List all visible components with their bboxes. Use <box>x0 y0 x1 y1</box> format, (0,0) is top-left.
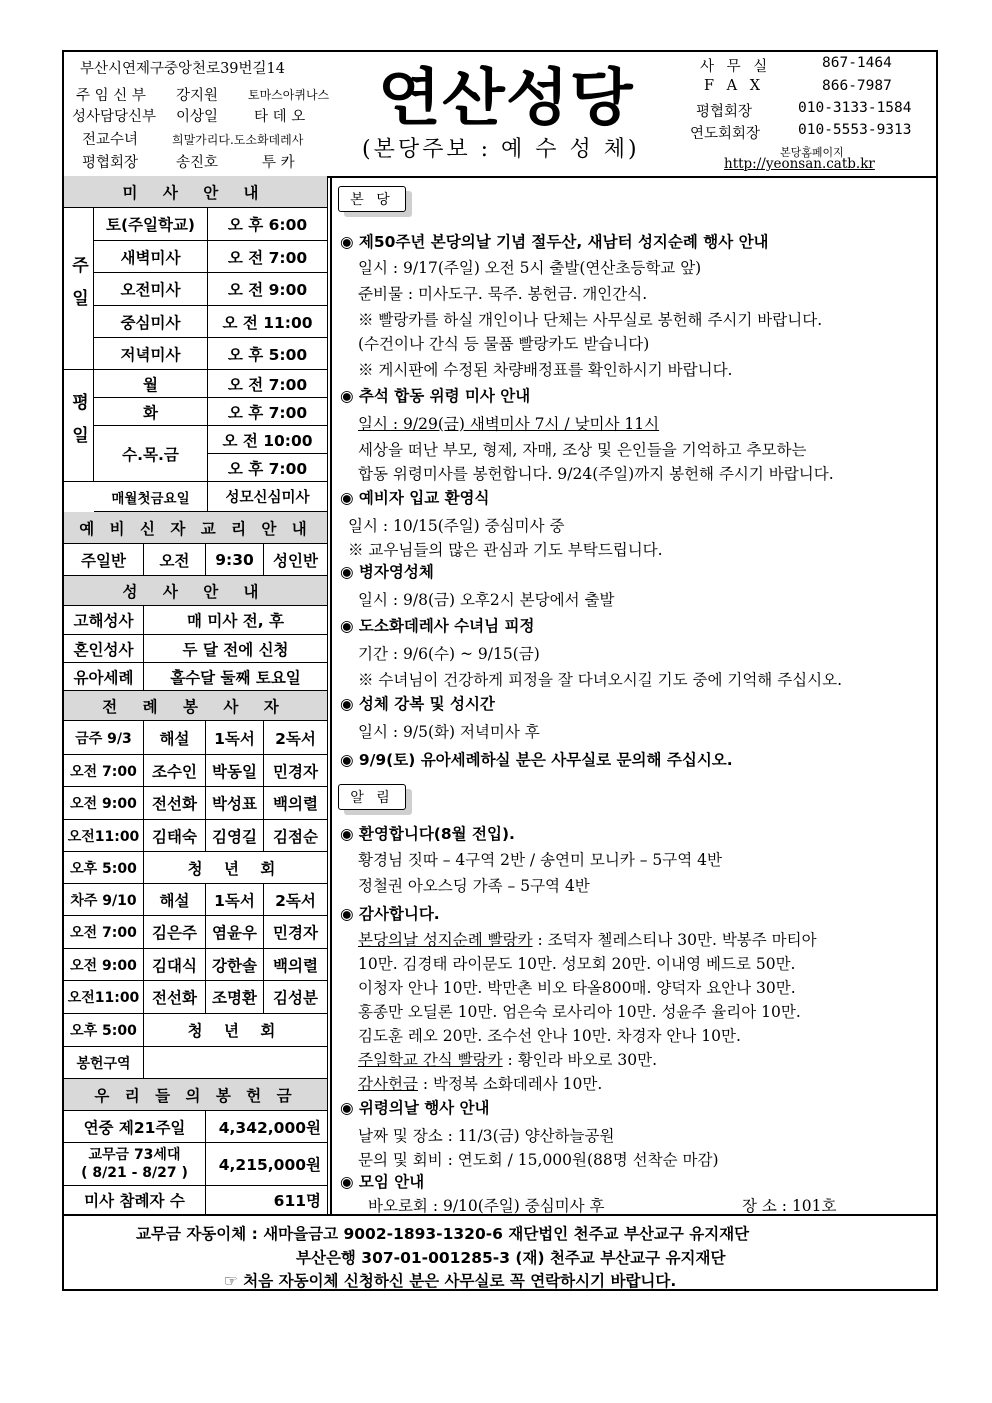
section-line: ※ 빨랑카를 하실 개인이나 단체는 사무실로 봉헌해 주시기 바랍니다. <box>358 311 823 329</box>
parish-tag: 본 당 <box>338 186 406 212</box>
bulletin-page <box>62 50 938 1291</box>
liturgy-server: 김태숙 <box>144 820 206 852</box>
section-line: 합동 위령미사를 봉헌합니다. 9/24(주일)까지 봉헌해 주시기 바랍니다. <box>358 465 834 483</box>
liturgy-server: 박성표 <box>206 787 264 820</box>
page-subtitle: (본당주보 : 예 수 성 체) <box>362 137 640 162</box>
liturgy-heading: 전 례 봉 사 자 <box>64 691 328 721</box>
liturgy-youth: 청 년 회 <box>144 852 328 884</box>
thanks-label: 감사헌금 <box>358 1075 418 1093</box>
liturgy-server: 전선화 <box>144 787 206 820</box>
sacrament-value: 두 달 전에 신청 <box>144 635 328 663</box>
mass-time: 오 후 5:00 <box>208 338 328 370</box>
liturgy-time: 오전 7:00 <box>64 755 144 787</box>
staff-name-4: 송진호 <box>176 155 219 171</box>
address: 부산시연제구중앙천로39번길14 <box>80 61 285 77</box>
mass-name: 수.목.금 <box>94 426 208 482</box>
meeting-line: 바오로회 : 9/10(주일) 중심미사 후 <box>368 1197 605 1215</box>
sacrament-value: 홀수달 둘째 토요일 <box>144 663 328 691</box>
liturgy-col: 2독서 <box>264 884 328 916</box>
staff-role-1: 주 임 신 부 <box>76 88 146 104</box>
offerings-heading: 우 리 들 의 봉 헌 금 <box>64 1079 328 1111</box>
liturgy-time: 오전 9:00 <box>64 949 144 981</box>
contact-value-2: 866-7987 <box>822 78 892 94</box>
section-title: ◉ 예비자 입교 환영식 <box>340 489 490 507</box>
welcome-title: ◉ 환영합니다(8월 전입). <box>340 825 515 843</box>
left-column <box>64 176 332 1214</box>
offering-label: 교무금 73세대 ( 8/21 - 8/27 ) <box>64 1143 206 1186</box>
mass-time: 오 후 7:00 <box>208 454 328 482</box>
mass-name: 오전미사 <box>94 273 208 306</box>
thanks-line: 10만. 김경태 라이문도 10만. 성모회 20만. 이내영 베드로 50만. <box>358 955 796 973</box>
mass-name: 매월첫금요일 <box>94 482 208 512</box>
contact-value-4: 010-5553-9313 <box>798 122 912 138</box>
footer <box>64 1214 936 1291</box>
right-column <box>330 176 936 1214</box>
thanks-line: 이청자 안나 10만. 박만촌 비오 타올800매. 양덕자 요안나 30만. <box>358 979 796 997</box>
mass-time: 오 전 9:00 <box>208 273 328 306</box>
liturgy-server: 김은주 <box>144 916 206 949</box>
liturgy-time: 오후 5:00 <box>64 1014 144 1047</box>
liturgy-week-label: 금주 9/3 <box>64 721 144 755</box>
mass-name: 새벽미사 <box>94 241 208 273</box>
welcome-line: 정철권 아오스딩 가족 – 5구역 4반 <box>358 877 590 895</box>
contact-label-2: F A X <box>704 78 765 94</box>
liturgy-server: 조명환 <box>206 981 264 1014</box>
section-line: 일시 : 9/5(화) 저녁미사 후 <box>358 723 540 741</box>
section-line: 일시 : 9/29(금) 새벽미사 7시 / 낮미사 11시 <box>358 415 660 433</box>
mass-name: 저녁미사 <box>94 338 208 370</box>
offering-value: 4,342,000원 <box>206 1111 328 1143</box>
section-line: 준비물 : 미사도구. 묵주. 봉헌금. 개인간식. <box>358 285 648 303</box>
offering-value: 4,215,000원 <box>206 1143 328 1186</box>
liturgy-server: 민경자 <box>264 755 328 787</box>
section-line: (수건이나 간식 등 물품 빨랑카도 받습니다) <box>358 335 650 353</box>
staff-baptismal-2: 타 데 오 <box>254 109 306 125</box>
mass-time: 오 전 11:00 <box>208 306 328 338</box>
liturgy-server: 김대식 <box>144 949 206 981</box>
contact-label-4: 연도회회장 <box>690 126 761 142</box>
meeting-title: ◉ 모임 안내 <box>340 1173 425 1191</box>
liturgy-server: 염윤우 <box>206 916 264 949</box>
liturgy-server: 김영길 <box>206 820 264 852</box>
weekday-label-text: 평일 <box>68 392 88 459</box>
staff-baptismal-1: 토마스아퀴나스 <box>248 88 330 102</box>
mass-name: 토(주일학교) <box>94 208 208 241</box>
contact-value-1: 867-1464 <box>822 55 892 71</box>
mass-time: 오 후 7:00 <box>208 398 328 426</box>
contact-label-3: 평협회장 <box>696 104 753 120</box>
liturgy-col: 2독서 <box>264 721 328 755</box>
sacrament-name: 고해성사 <box>64 606 144 635</box>
catechumen-cell: 9:30 <box>206 544 264 576</box>
mass-time: 성모신심미사 <box>208 482 328 512</box>
contact-label-1: 사 무 실 <box>700 59 772 75</box>
thanks-text: : 황인라 바오로 30만. <box>502 1051 658 1069</box>
section-line: 일시 : 9/17(주일) 오전 5시 출발(연산초등학교 앞) <box>358 259 702 277</box>
catechumen-heading: 예 비 신 자 교 리 안 내 <box>64 512 328 544</box>
staff-role-3: 전교수녀 <box>82 132 139 148</box>
section-line: ※ 교우님들의 많은 관심과 기도 부탁드립니다. <box>348 541 663 559</box>
staff-name-1: 강지원 <box>176 88 219 104</box>
liturgy-server: 김점순 <box>264 820 328 852</box>
mass-heading: 미 사 안 내 <box>64 176 328 208</box>
section-line: ※ 게시판에 수정된 차량배정표를 확인하시기 바랍니다. <box>358 361 733 379</box>
footer-line-2: 부산은행 307-01-001285-3 (재) 천주교 부산교구 유지재단 <box>296 1249 726 1267</box>
liturgy-time: 오후 5:00 <box>64 852 144 884</box>
liturgy-server: 강한솔 <box>206 949 264 981</box>
welcome-line: 황경님 짓따 – 4구역 2반 / 송연미 모니카 – 5구역 4반 <box>358 851 722 869</box>
section-title: ◉ 병자영성체 <box>340 563 434 581</box>
liturgy-server: 박동일 <box>206 755 264 787</box>
section-title: ◉ 도소화데레사 수녀님 피정 <box>340 617 535 635</box>
memorial-line: 문의 및 회비 : 연도회 / 15,000원(88명 선착순 마감) <box>358 1151 719 1169</box>
liturgy-col: 1독서 <box>206 721 264 755</box>
section-title: ◉ 9/9(토) 유아세례하실 분은 사무실로 문의해 주십시오. <box>340 751 733 769</box>
notice-tag: 알 림 <box>338 784 406 810</box>
thanks-line: 김도훈 레오 20만. 조수선 안나 10만. 차경자 안나 10만. <box>358 1027 741 1045</box>
section-line: ※ 수녀님이 건강하게 피정을 잘 다녀오시길 기도 중에 기억해 주십시오. <box>358 671 843 689</box>
mass-time: 오 전 7:00 <box>208 241 328 273</box>
section-line: 세상을 떠난 부모, 형제, 자매, 조상 및 은인들을 기억하고 추모하는 <box>358 441 807 459</box>
liturgy-time: 오전 9:00 <box>64 787 144 820</box>
mass-name: 월 <box>94 370 208 398</box>
thanks-text: : 조덕자 첼레스티나 30만. 박봉주 마티아 <box>532 931 817 949</box>
staff-role-4: 평협회장 <box>82 155 139 171</box>
catechumen-cell: 성인반 <box>264 544 328 576</box>
mass-time: 오 전 7:00 <box>208 370 328 398</box>
liturgy-col: 해설 <box>144 721 206 755</box>
liturgy-col: 해설 <box>144 884 206 916</box>
section-title: ◉ 추석 합동 위령 미사 안내 <box>340 387 531 405</box>
staff-baptismal-3: 희말가리다.도소화데레사 <box>172 133 304 147</box>
section-line: 일시 : 9/8(금) 오후2시 본당에서 출발 <box>358 591 615 609</box>
liturgy-youth: 청 년 회 <box>144 1014 328 1047</box>
footer-line-3: ☞ 처음 자동이체 신청하신 분은 사무실로 꼭 연락하시기 바랍니다. <box>224 1272 677 1290</box>
liturgy-server: 전선화 <box>144 981 206 1014</box>
sacrament-name: 유아세례 <box>64 663 144 691</box>
staff-name-2: 이상일 <box>176 109 219 125</box>
section-title: ◉ 성체 강복 및 성시간 <box>340 695 495 713</box>
section-title: ◉ 제50주년 본당의날 기념 절두산, 새남터 성지순례 행사 안내 <box>340 233 769 251</box>
mass-time: 오 후 6:00 <box>208 208 328 241</box>
memorial-title: ◉ 위령의날 행사 안내 <box>340 1099 490 1117</box>
liturgy-time: 오전11:00 <box>64 981 144 1014</box>
offering-area-value <box>144 1047 328 1079</box>
thanks-line <box>358 1048 657 1070</box>
footer-line-1: 교무금 자동이체 : 새마을금고 9002-1893-1320-6 재단법인 천주교 부산교구 유지재단 <box>136 1225 750 1243</box>
offering-label: 연중 제21주일 <box>64 1111 206 1143</box>
thanks-title: ◉ 감사합니다. <box>340 905 440 923</box>
thanks-label: 주일학교 간식 빨랑카 <box>358 1051 503 1069</box>
liturgy-server: 조수인 <box>144 755 206 787</box>
homepage-link[interactable]: http://yeonsan.catb.kr <box>724 156 875 172</box>
offering-area-label: 봉헌구역 <box>64 1047 144 1079</box>
weekday-label <box>64 370 94 482</box>
thanks-line <box>358 928 817 950</box>
thanks-label: 본당의날 성지순례 빨랑카 <box>358 931 533 949</box>
sacrament-value: 매 미사 전, 후 <box>144 606 328 635</box>
liturgy-week-label: 차주 9/10 <box>64 884 144 916</box>
liturgy-col: 1독서 <box>206 884 264 916</box>
mass-name: 중심미사 <box>94 306 208 338</box>
thanks-text: : 박정복 소화데레사 10만. <box>417 1075 603 1093</box>
contact-value-3: 010-3133-1584 <box>798 100 912 116</box>
sunday-label <box>64 208 94 370</box>
page-title: 연산성당 <box>378 61 634 134</box>
thanks-line <box>358 1072 602 1094</box>
liturgy-server: 김성분 <box>264 981 328 1014</box>
liturgy-server: 백의렬 <box>264 787 328 820</box>
section-line: 일시 : 10/15(주일) 중심미사 중 <box>348 517 565 535</box>
mass-name: 화 <box>94 398 208 426</box>
liturgy-server: 민경자 <box>264 916 328 949</box>
sacrament-name: 혼인성사 <box>64 635 144 663</box>
sunday-label-text: 주일 <box>68 255 88 322</box>
liturgy-time: 오전11:00 <box>64 820 144 852</box>
memorial-line: 날짜 및 장소 : 11/3(금) 양산하늘공원 <box>358 1127 615 1145</box>
header <box>64 52 936 178</box>
catechumen-cell: 주일반 <box>64 544 144 576</box>
sacraments-heading: 성 사 안 내 <box>64 576 328 606</box>
offering-value: 611명 <box>206 1186 328 1214</box>
meeting-place: 장 소 : 101호 <box>742 1197 837 1215</box>
catechumen-cell: 오전 <box>144 544 206 576</box>
offering-label: 미사 참례자 수 <box>64 1186 206 1214</box>
section-line: 기간 : 9/6(수) ~ 9/15(금) <box>358 645 540 663</box>
thanks-line: 홍종만 오딜론 10만. 엄은숙 로사리아 10만. 성윤주 율리아 10만. <box>358 1003 801 1021</box>
mass-time: 오 전 10:00 <box>208 426 328 454</box>
staff-role-2: 성사담당신부 <box>72 109 157 125</box>
liturgy-time: 오전 7:00 <box>64 916 144 949</box>
homepage-label: 본당홈페이지 <box>780 146 844 159</box>
liturgy-server: 백의렬 <box>264 949 328 981</box>
staff-baptismal-4: 투 카 <box>262 155 295 171</box>
